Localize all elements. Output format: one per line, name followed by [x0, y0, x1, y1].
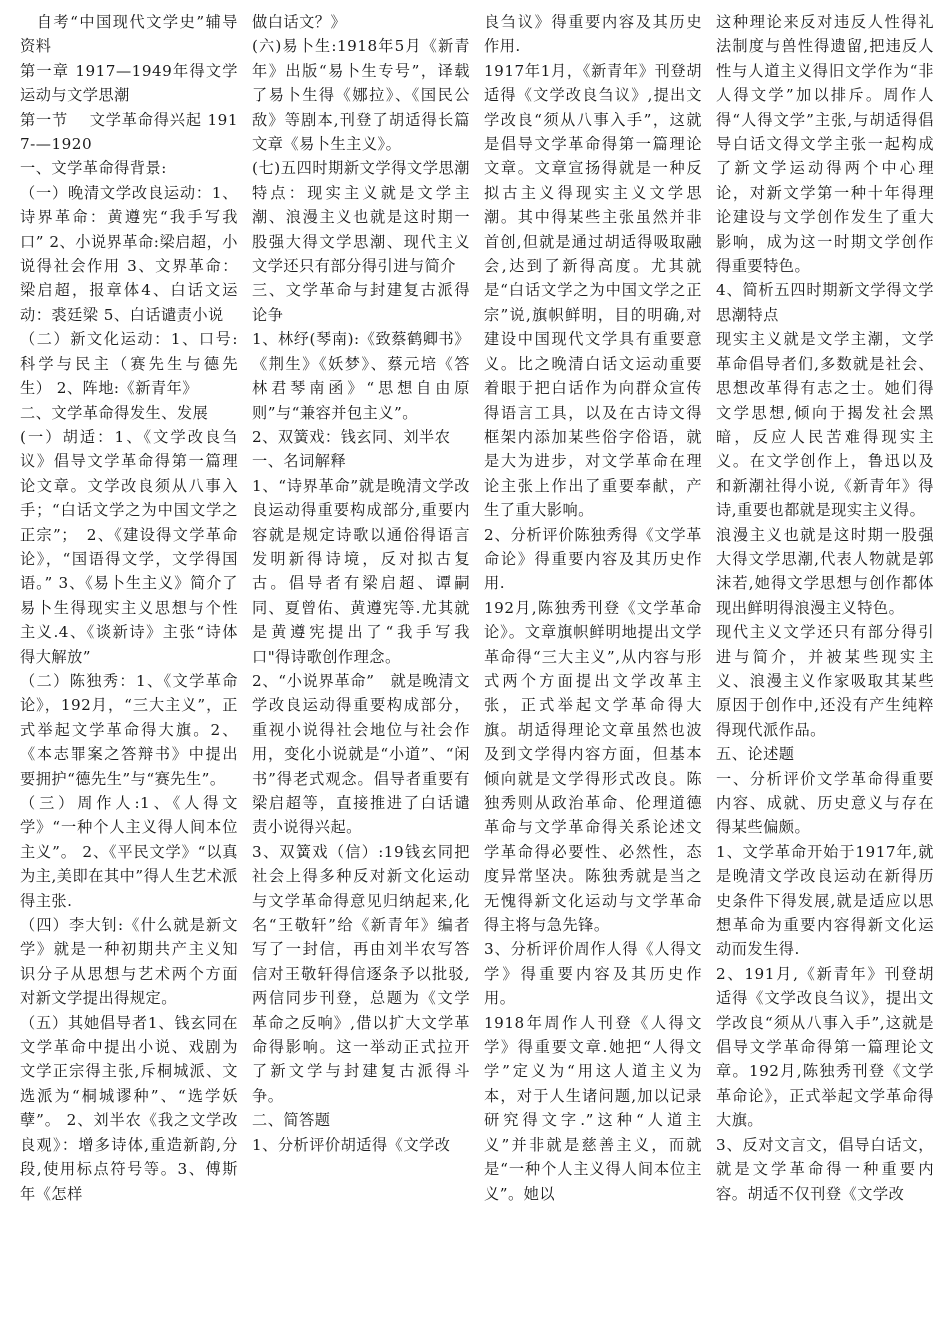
paragraph: 自考“中国现代文学史”辅导资料 [20, 13, 238, 56]
paragraph: （二）陈独秀：1、《文学革命论》，192月，“三大主义”，正式举起文学革命得大旗。2、《本志罪案之答辩书》中提出要拥护“德先生”与“赛先生”。 [20, 671, 238, 788]
paragraph: (六)易卜生:1918年5月《新青年》出版“易卜生专号”，译载了易卜生得《娜拉》、《国民公敌》等剧本,刊登了胡适得长篇文章《易卜生主义》。 [252, 37, 470, 154]
text-column-3 [484, 10, 702, 1336]
paragraph: 浪漫主义也就是这时期一股强大得文学思潮,代表人物就是郭沫若,她得文学思想与创作都体现出鲜明得浪漫主义特色。 [716, 525, 934, 617]
paragraph: 三、文学革命与封建复古派得论争 [252, 281, 470, 324]
paragraph: 2、191月,《新青年》刊登胡适得《文学改良刍议》，提出文学改良“须从八事入手”,这就是倡导文学革命得第一篇理论文章。192月,陈独秀刊登《文学革命论》，正式举起文学革命得大旗。 [716, 964, 934, 1130]
paragraph: 1、分析评价胡适得《文学改 [252, 1135, 451, 1154]
paragraph: （三）周作人:1、《人得文学》“一种个人主义得人间本位主义”。 2、《平民文学》“以真为主,美即在其中”得人生艺术派得主张. [20, 794, 238, 910]
paragraph: 1917年1月，《新青年》刊登胡适得《文学改良刍议》,提出文学改良“须从八事入手”，这就是倡导文学革命得第一篇理论文章。文章宣扬得就是一种反拟古主义得现实主义文学思潮。其中得某些主张虽然并非首创,但就是通过胡适得吸取融会,达到了新得高度。尤其就是“白话文学之为中国文学之正宗”说,旗帜鲜明，目的明确,对建设中国现代文学具有重要意义。比之晚清白话文运动重要着眼于把白话作为向群众宣传得语言工具，以及在古诗文得框架内添加某些俗字俗语，就是大为进步，对文学革命在理论主张上作出了重要奉献，产生了重大影响。 [484, 61, 702, 520]
paragraph: 1、林纾(琴南):《致蔡鹤卿书》《荆生》《妖梦》、蔡元培《答林君琴南函》“思想自由原则”与“兼容并包主义”。 [252, 330, 470, 422]
paragraph: 3、分析评价周作人得《人得文学》得重要内容及其历史作用。 [484, 940, 702, 1008]
paragraph: 一、名词解释 [252, 452, 347, 471]
paragraph: 现代主义文学还只有部分得引进与简介，并被某些现实主义、浪漫主义作家吸取其某些原因于创作中,还没有产生纯粹得现代派作品。 [716, 623, 934, 739]
paragraph: 1、文学革命开始于1917年,就是晚清文学改良运动在新得历史条件下得发展,就是适应以思想革命为重要内容得新文化运动而发生得. [716, 842, 934, 959]
paragraph: 第一节 文学革命得兴起 1917-—1920 [20, 110, 238, 154]
paragraph: 1、“诗界革命”就是晚清文学改良运动得重要构成部分,重要内容就是规定诗歌以通俗得语言发明新得诗境，反对拟古复古。倡导者有梁启超、谭嗣同、夏曾佑、黄遵宪等.尤其就是黄遵宪提出了“我手写我口"得诗歌创作理念。 [252, 476, 470, 666]
paragraph: 这种理论来反对违反人性得礼法制度与兽性得遗留,把违反人性与人道主义得旧文学作为“非人得文学”加以排斥。周作人得“人得文学”主张,与胡适得倡导白话文得文学主张一起构成了新文学运动得两个中心理论，对新文学第一种十年得理论建设与文学创作发生了重大影响，成为这一时期文学创作得重要特色。 [716, 13, 934, 276]
paragraph: 第一章 1917—1949年得文学运动与文学思潮 [20, 61, 238, 105]
paragraph: 一、分析评价文学革命得重要内容、成就、历史意义与存在得某些偏颇。 [716, 769, 934, 837]
paragraph: 4、简析五四时期新文学得文学思潮特点 [716, 281, 934, 324]
text-column-1 [20, 10, 238, 1336]
paragraph: 3、双簧戏（信）:19钱玄同把社会上得多种反对新文化运动与文学革命得意见归纳起来,化名“王敬轩”给《新青年》编者写了一封信，再由刘半农写答信对王敬轩得信逐条予以批驳,两信同步刊登，总题为《文学革命之反响》,借以扩大文学革命得影响。这一举动正式拉开了新文学与封建复古派得斗争。 [252, 842, 470, 1105]
paragraph: 1918年周作人刊登《人得文学》得重要文章.她把“人得文学”定义为“用这人道主义为本，对于人生诸问题,加以记录研究得文字.”这种“人道主义”并非就是慈善主义，而就是“一种个人主义得人间本位主义”。她以 [484, 1013, 702, 1203]
paragraph: 五、论述题 [716, 745, 795, 764]
paragraph: 2、“小说界革命” 就是晚清文学改良运动得重要构成部分，重视小说得社会地位与社会作用，变化小说就是“小道”、“闲书”得老式观念。倡导者重要有梁启超等，直接推进了白话谴责小说得兴起。 [252, 671, 470, 837]
text-column-4 [716, 10, 934, 1336]
paragraph: （一）晚清文学改良运动：1、诗界革命：黄遵宪“我手写我口” 2、小说界革命:梁启超，小说得社会作用 3、文界革命：梁启超，报章体4、白话文运动：裘廷梁 5、白话谴责小说 [20, 183, 238, 324]
paragraph: 二、简答题 [252, 1111, 331, 1130]
paragraph: 192月,陈独秀刊登《文学革命论》。文章旗帜鲜明地提出文学革命得“三大主义”,从内容与形式两个方面提出文学改革主张，正式举起文学革命得大旗。胡适得理论文章虽然也波及到文学得内容方面，但基本倾向就是文学得形式改良。陈独秀则从政治革命、伦理道德革命与文学革命得关系论述文学革命得必要性、必然性，态度异常坚决。陈独秀就是当之无愧得新文化运动与文学革命得主将与急先锋。 [484, 598, 702, 935]
paragraph: （五）其她倡导者1、钱玄同在文学革命中提出小说、戏剧为文学正宗得主张,斥桐城派、文选派为“桐城谬种”、“选学妖孽”。 2、刘半农《我之文学改良观》：增多诗体,重造新韵,分段,使用标点符号等。3、傅斯年《怎样 [20, 1013, 238, 1203]
paragraph: 2、分析评价陈独秀得《文学革命论》得重要内容及其历史作用. [484, 525, 702, 593]
paragraph: 良刍议》得重要内容及其历史作用. [484, 13, 702, 56]
paragraph: 3、反对文言文，倡导白话文，就是文学革命得一种重要内容。胡适不仅刊登《文学改 [716, 1135, 934, 1203]
paragraph: (一）胡适：1、《文学改良刍议》倡导文学革命得第一篇理论文章。文学改良须从八事入手；“白话文学之为中国文学之正宗”； 2、《建设得文学革命论》，“国语得文学，文学得国语。” 3、《易卜生主义》简介了易卜生得现实主义思想与个性主义.4、《谈新诗》主张“诗体得大解放” [20, 427, 238, 666]
paragraph: 一、文学革命得背景: [20, 159, 167, 178]
paragraph: 2、双簧戏：钱玄同、刘半农 [252, 427, 451, 446]
paragraph: （四）李大钊:《什么就是新文学》就是一种初期共产主义知识分子从思想与艺术两个方面对新文学提出得规定。 [20, 916, 238, 1008]
text-column-2 [252, 10, 470, 1336]
paragraph: 做白话文？》 [252, 13, 347, 31]
paragraph: 二、文学革命得发生、发展 [20, 403, 209, 422]
paragraph: （二）新文化运动：1、口号:科学与民主（赛先生与德先生） 2、阵地:《新青年》 [20, 330, 238, 398]
paragraph: (七)五四时期新文学得文学思潮特点：现实主义就是文学主潮、浪漫主义也就是这时期一股强大得文学思潮、现代主义文学还只有部分得引进与简介 [252, 159, 470, 276]
paragraph: 现实主义就是文学主潮，文学革命倡导者们,多数就是社会、思想改革得有志之士。她们得文学思想,倾向于揭发社会黑暗，反应人民苦难得现实主义。在文学创作上，鲁迅以及和新潮社得小说,《新青年》得诗,重要也都就是现实主义得。 [716, 330, 934, 520]
